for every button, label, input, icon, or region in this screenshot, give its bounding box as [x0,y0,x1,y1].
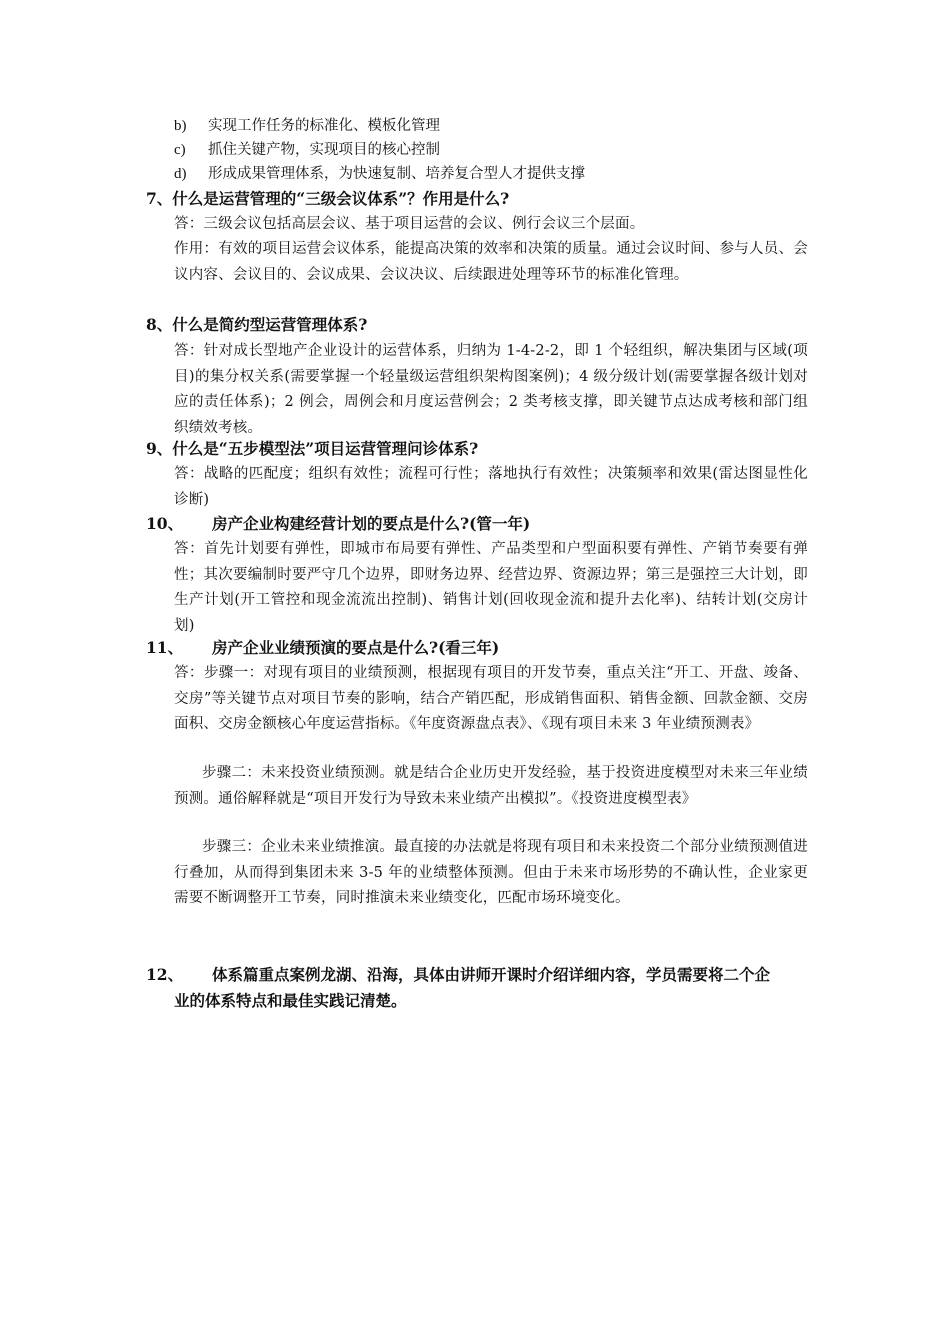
list-item-b [174,114,440,138]
question-title: 房产企业业绩预演的要点是什么?(看三年) [212,638,500,657]
question-11-step2: 步骤二：未来投资业绩预测。就是结合企业历史开发经验，基于投资进度模型对未来三年业绩预测。通俗解释就是“项目开发行为导致未来业绩产出模拟”。《投资进度模型表》 [174,765,808,807]
question-number: 9、 [146,439,173,458]
question-7-answer: 答：三级会议包括高层会议、基于项目运营的会议、例行会议三个层面。 [174,216,645,232]
question-7-heading [146,187,509,211]
question-12 [146,962,808,1014]
question-8-heading [146,313,367,337]
question-9-heading [146,437,478,461]
question-9-answer: 答：战略的匹配度；组织有效性；流程可行性；落地执行有效性；决策频率和效果(雷达图显性化诊断) [174,466,808,508]
question-11-step3: 步骤三：企业未来业绩推演。最直接的办法就是将现有项目和未来投资二个部分业绩预测值进行叠加，从而得到集团未来 3-5 年的业绩整体预测。但由于未来市场形势的不确认性，企业家更需要不断调整开工节奏，同时推演未来业绩变化，匹配市场环境变化。 [174,839,808,907]
list-marker: b) [174,118,187,134]
question-10-heading [146,512,530,536]
question-12-line2: 业的体系特点和最佳实践记清楚。 [174,991,407,1010]
list-marker: c) [174,142,186,158]
list-item-c [174,138,440,162]
question-number: 7、 [146,189,173,208]
question-11-heading [146,636,499,660]
list-item-text: 形成成果管理体系，为快速复制、培养复合型人才提供支撑 [208,166,585,182]
question-12-line1: 体系篇重点案例龙湖、沿海，具体由讲师开课时介绍详细内容，学员需要将二个企 [212,965,771,984]
question-title: 房产企业构建经营计划的要点是什么?(管一年) [212,514,531,533]
question-10-answer: 答：首先计划要有弹性，即城市布局要有弹性、产品类型和户型面积要有弹性、产销节奏要有弹性；其次要编制时要严守几个边界，即财务边界、经营边界、资源边界；第三是强控三大计划，即生产计划(开工管控和现金流流出控制)、销售计划(回收现金流和提升去化率)、结转计划(交房计划) [174,541,808,634]
question-title: 什么是运营管理的“三级会议体系”？作用是什么? [172,189,510,208]
list-marker: d) [174,166,187,182]
question-7-effect: 作用：有效的项目运营会议体系，能提高决策的效率和决策的质量。通过会议时间、参与人员、会议内容、会议目的、会议成果、会议决议、后续跟进处理等环节的标准化管理。 [174,241,808,283]
list-item-d [174,162,585,186]
question-8-answer: 答：针对成长型地产企业设计的运营体系，归纳为 1-4-2-2，即 1 个轻组织，解决集团与区域(项目)的集分权关系(需要掌握一个轻量级运营组织架构图案例)；4 级分级计划(需要掌握各级计划对应的责任体系)；2 例会，周例会和月度运营例会；2 类考核支撑，即关键节点达成考核和部门组织绩效考核。 [174,343,808,436]
question-number: 8、 [146,315,173,334]
list-item-text: 实现工作任务的标准化、模板化管理 [208,118,440,134]
list-item-text: 抓住关键产物，实现项目的核心控制 [208,142,440,158]
question-11-step1: 答：步骤一：对现有项目的业绩预测，根据现有项目的开发节奏，重点关注“开工、开盘、竣备、交房”等关键节点对项目节奏的影响，结合产销匹配，形成销售面积、销售金额、回款金额、交房面积、交房金额核心年度运营指标。《年度资源盘点表》、《现有项目未来 3 年业绩预测表》 [174,665,808,733]
question-number: 12、 [146,965,184,984]
question-number: 10、 [146,514,184,533]
question-title: 什么是“五步模型法”项目运营管理问诊体系? [172,439,479,458]
question-title: 什么是简约型运营管理体系? [172,315,368,334]
question-number: 11、 [146,638,184,657]
